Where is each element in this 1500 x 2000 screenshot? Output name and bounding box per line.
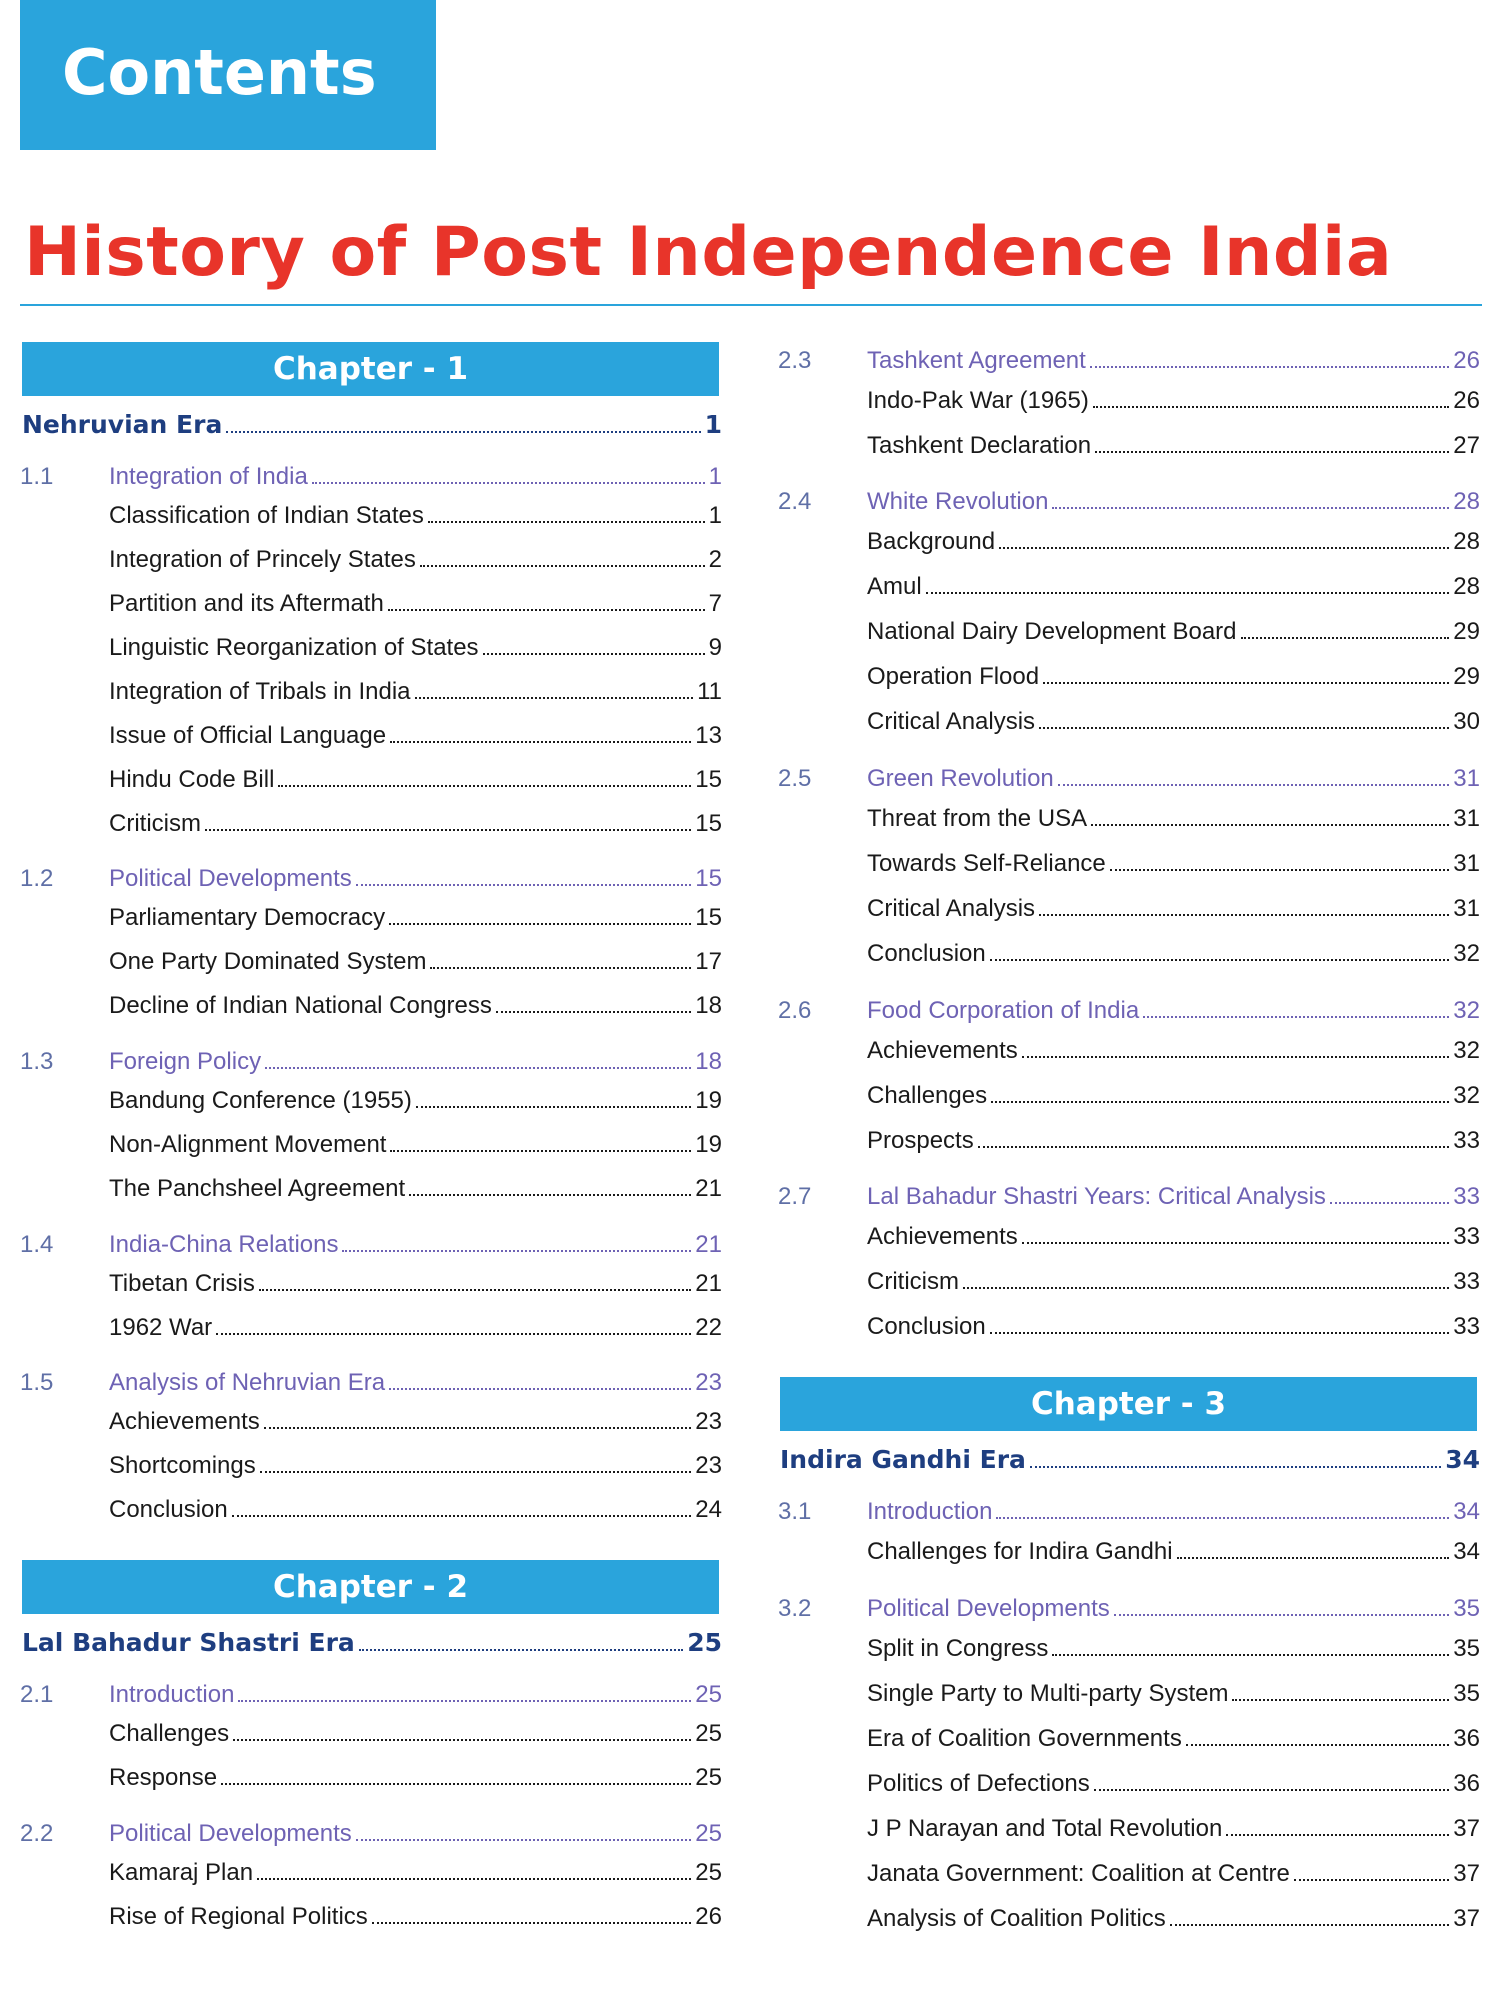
section-title: Food Corporation of India xyxy=(867,997,1140,1024)
item-title: Shortcomings xyxy=(109,1452,256,1479)
leader-dots xyxy=(430,961,691,969)
leader-dots xyxy=(1030,1460,1441,1468)
toc-item[interactable] xyxy=(867,573,1480,607)
item-title: Hindu Code Bill xyxy=(109,766,275,793)
section-title: White Revolution xyxy=(867,488,1049,515)
toc-item[interactable] xyxy=(867,850,1480,884)
item-title: Decline of Indian National Congress xyxy=(109,992,492,1019)
leader-dots xyxy=(388,603,705,611)
item-title: Tibetan Crisis xyxy=(109,1270,255,1297)
section-entry[interactable] xyxy=(20,1369,722,1403)
toc-item[interactable] xyxy=(867,1223,1480,1257)
section-title: Political Developments xyxy=(867,1595,1110,1622)
page-number: 37 xyxy=(1453,1905,1480,1932)
toc-item[interactable] xyxy=(867,528,1480,562)
section-number: 2.5 xyxy=(778,765,812,792)
page-number: 25 xyxy=(695,1764,722,1791)
page-number: 19 xyxy=(695,1131,722,1158)
leader-dots xyxy=(1022,1050,1450,1058)
era-title: Lal Bahadur Shastri Era xyxy=(22,1628,355,1657)
item-title: Towards Self-Reliance xyxy=(867,850,1106,877)
leader-dots xyxy=(1095,445,1449,453)
page-number: 33 xyxy=(1453,1313,1480,1340)
leader-dots xyxy=(1186,1738,1449,1746)
page-number: 35 xyxy=(1453,1595,1480,1622)
section-number: 2.3 xyxy=(778,347,812,374)
section-number: 2.1 xyxy=(20,1681,54,1708)
page-number: 29 xyxy=(1453,618,1480,645)
section-entry[interactable] xyxy=(778,488,1480,522)
page-number: 26 xyxy=(1453,387,1480,414)
leader-dots xyxy=(415,691,694,699)
page-number: 32 xyxy=(1453,997,1480,1024)
section-title: Green Revolution xyxy=(867,765,1054,792)
toc-item[interactable] xyxy=(867,1127,1480,1161)
leader-dots xyxy=(264,1421,692,1429)
leader-dots xyxy=(1090,360,1449,368)
leader-dots xyxy=(1110,863,1450,871)
page-number: 25 xyxy=(687,1628,722,1657)
page-number: 23 xyxy=(695,1452,722,1479)
section-number: 2.7 xyxy=(778,1183,812,1210)
page-number: 36 xyxy=(1453,1725,1480,1752)
toc-item[interactable] xyxy=(867,1860,1480,1894)
page-number: 29 xyxy=(1453,663,1480,690)
item-title: Indo-Pak War (1965) xyxy=(867,387,1089,414)
toc-item[interactable] xyxy=(867,432,1480,466)
page-number: 17 xyxy=(695,948,722,975)
section-title: Integration of India xyxy=(109,463,308,490)
leader-dots xyxy=(1170,1918,1450,1926)
item-title: Criticism xyxy=(867,1268,959,1295)
toc-item[interactable] xyxy=(867,663,1480,697)
page-number: 35 xyxy=(1453,1635,1480,1662)
page-number: 34 xyxy=(1445,1445,1480,1474)
leader-dots xyxy=(1022,1236,1450,1244)
section-title: Foreign Policy xyxy=(109,1048,262,1075)
toc-item[interactable] xyxy=(109,1764,722,1798)
toc-item[interactable] xyxy=(109,1087,722,1121)
item-title: Challenges for Indira Gandhi xyxy=(867,1538,1173,1565)
toc-item[interactable] xyxy=(109,1314,722,1348)
section-entry[interactable] xyxy=(778,1183,1480,1217)
leader-dots xyxy=(420,559,705,567)
leader-dots xyxy=(991,1095,1449,1103)
section-number: 1.4 xyxy=(20,1231,54,1258)
leader-dots xyxy=(312,476,705,484)
page-number: 25 xyxy=(695,1681,722,1708)
toc-item[interactable] xyxy=(867,708,1480,742)
toc-item[interactable] xyxy=(867,1082,1480,1116)
toc-item[interactable] xyxy=(867,1770,1480,1804)
leader-dots xyxy=(1052,1648,1449,1656)
page-number: 15 xyxy=(695,865,722,892)
era-entry[interactable] xyxy=(22,410,722,444)
page-number: 19 xyxy=(695,1087,722,1114)
page-number: 33 xyxy=(1453,1127,1480,1154)
page-number: 23 xyxy=(695,1408,722,1435)
item-title: One Party Dominated System xyxy=(109,948,427,975)
toc-item[interactable] xyxy=(867,1725,1480,1759)
toc-item[interactable] xyxy=(109,634,722,668)
section-title: Introduction xyxy=(109,1681,235,1708)
item-title: Conclusion xyxy=(867,940,986,967)
page-number: 33 xyxy=(1453,1268,1480,1295)
toc-item[interactable] xyxy=(867,805,1480,839)
page-number: 15 xyxy=(695,810,722,837)
title-divider xyxy=(20,304,1482,306)
leader-dots xyxy=(205,823,691,831)
toc-item[interactable] xyxy=(109,766,722,800)
section-entry[interactable] xyxy=(20,463,722,497)
item-title: Achievements xyxy=(109,1408,260,1435)
page-number: 21 xyxy=(695,1231,722,1258)
section-number: 2.2 xyxy=(20,1820,54,1847)
leader-dots xyxy=(1093,400,1449,408)
item-title: Response xyxy=(109,1764,218,1791)
page-number: 21 xyxy=(695,1175,722,1202)
page-number: 31 xyxy=(1453,805,1480,832)
page-number: 25 xyxy=(695,1820,722,1847)
item-title: Criticism xyxy=(109,810,201,837)
page-number: 1 xyxy=(704,410,722,439)
toc-item[interactable] xyxy=(109,1270,722,1304)
item-title: Split in Congress xyxy=(867,1635,1049,1662)
contents-banner: Contents xyxy=(20,0,436,150)
leader-dots xyxy=(1143,1010,1449,1018)
section-entry[interactable] xyxy=(20,1820,722,1854)
section-title: India-China Relations xyxy=(109,1231,339,1258)
item-title: Challenges xyxy=(109,1720,230,1747)
leader-dots xyxy=(226,425,700,433)
leader-dots xyxy=(1039,721,1449,729)
section-title: Political Developments xyxy=(109,1820,352,1847)
chapter-banner: Chapter - 2 xyxy=(22,1560,719,1614)
section-entry[interactable] xyxy=(778,765,1480,799)
section-title: Tashkent Agreement xyxy=(867,347,1086,374)
page-number: 27 xyxy=(1453,432,1480,459)
page-number: 15 xyxy=(695,766,722,793)
item-title: Achievements xyxy=(867,1037,1018,1064)
leader-dots xyxy=(356,1833,692,1841)
page-number: 1 xyxy=(708,463,722,490)
leader-dots xyxy=(232,1509,692,1517)
toc-item[interactable] xyxy=(109,1131,722,1165)
leader-dots xyxy=(990,1326,1450,1334)
toc-item[interactable] xyxy=(109,590,722,624)
toc-item[interactable] xyxy=(109,1859,722,1893)
page-title: History of Post Independence India xyxy=(24,213,1393,292)
leader-dots xyxy=(963,1281,1449,1289)
item-title: Critical Analysis xyxy=(867,708,1036,735)
section-number: 2.4 xyxy=(778,488,812,515)
page-number: 32 xyxy=(1453,940,1480,967)
leader-dots xyxy=(1226,1828,1449,1836)
item-title: Analysis of Coalition Politics xyxy=(867,1905,1166,1932)
page-number: 32 xyxy=(1453,1037,1480,1064)
leader-dots xyxy=(1094,1783,1450,1791)
page-number: 1 xyxy=(708,502,722,529)
leader-dots xyxy=(1091,818,1449,826)
item-title: Classification of Indian States xyxy=(109,502,424,529)
toc-item[interactable] xyxy=(867,1635,1480,1669)
leader-dots xyxy=(1039,908,1449,916)
page-number: 33 xyxy=(1453,1183,1480,1210)
toc-item[interactable] xyxy=(867,1680,1480,1714)
leader-dots xyxy=(1232,1693,1449,1701)
page-number: 36 xyxy=(1453,1770,1480,1797)
leader-dots xyxy=(238,1694,691,1702)
item-title: Conclusion xyxy=(867,1313,986,1340)
toc-item[interactable] xyxy=(109,1175,722,1209)
toc-item[interactable] xyxy=(109,810,722,844)
leader-dots xyxy=(483,647,705,655)
toc-item[interactable] xyxy=(109,1408,722,1442)
section-title: Analysis of Nehruvian Era xyxy=(109,1369,386,1396)
item-title: Prospects xyxy=(867,1127,974,1154)
item-title: Critical Analysis xyxy=(867,895,1036,922)
toc-item[interactable] xyxy=(109,1496,722,1530)
leader-dots xyxy=(221,1777,691,1785)
page-number: 28 xyxy=(1453,488,1480,515)
item-title: Issue of Official Language xyxy=(109,722,387,749)
leader-dots xyxy=(926,586,1450,594)
item-title: Background xyxy=(867,528,996,555)
section-entry[interactable] xyxy=(20,1231,722,1265)
section-number: 1.3 xyxy=(20,1048,54,1075)
item-title: Partition and its Aftermath xyxy=(109,590,384,617)
toc-item[interactable] xyxy=(867,1313,1480,1347)
leader-dots xyxy=(390,1144,691,1152)
leader-dots xyxy=(1052,501,1449,509)
page-number: 31 xyxy=(1453,895,1480,922)
item-title: The Panchsheel Agreement xyxy=(109,1175,406,1202)
toc-item[interactable] xyxy=(867,618,1480,652)
toc-item[interactable] xyxy=(109,546,722,580)
page-number: 32 xyxy=(1453,1082,1480,1109)
toc-item[interactable] xyxy=(109,992,722,1026)
page-number: 26 xyxy=(1453,347,1480,374)
leader-dots xyxy=(1294,1873,1449,1881)
toc-item[interactable] xyxy=(109,502,722,536)
leader-dots xyxy=(389,1382,691,1390)
leader-dots xyxy=(996,1511,1449,1519)
item-title: Challenges xyxy=(867,1082,988,1109)
chapter-banner: Chapter - 1 xyxy=(22,342,719,396)
section-number: 1.2 xyxy=(20,865,54,892)
leader-dots xyxy=(1043,676,1449,684)
item-title: Janata Government: Coalition at Centre xyxy=(867,1860,1290,1887)
item-title: Threat from the USA xyxy=(867,805,1088,832)
item-title: Politics of Defections xyxy=(867,1770,1090,1797)
leader-dots xyxy=(390,735,691,743)
page-number: 2 xyxy=(708,546,722,573)
leader-dots xyxy=(257,1872,691,1880)
section-title: Introduction xyxy=(867,1498,993,1525)
leader-dots xyxy=(216,1327,691,1335)
leader-dots xyxy=(428,515,705,523)
section-entry[interactable] xyxy=(20,1681,722,1715)
toc-item[interactable] xyxy=(109,1452,722,1486)
section-entry[interactable] xyxy=(778,997,1480,1031)
toc-item[interactable] xyxy=(109,948,722,982)
toc-item[interactable] xyxy=(109,678,722,712)
page-number: 34 xyxy=(1453,1538,1480,1565)
leader-dots xyxy=(356,878,692,886)
item-title: Bandung Conference (1955) xyxy=(109,1087,412,1114)
item-title: J P Narayan and Total Revolution xyxy=(867,1815,1223,1842)
toc-item[interactable] xyxy=(109,1903,722,1937)
page-number: 15 xyxy=(695,904,722,931)
item-title: Rise of Regional Politics xyxy=(109,1903,368,1930)
toc-item[interactable] xyxy=(867,1905,1480,1939)
era-title: Nehruvian Era xyxy=(22,410,223,439)
page-number: 28 xyxy=(1453,573,1480,600)
page-number: 9 xyxy=(708,634,722,661)
page-number: 21 xyxy=(695,1270,722,1297)
leader-dots xyxy=(1114,1608,1450,1616)
toc-item[interactable] xyxy=(109,722,722,756)
section-entry[interactable] xyxy=(778,347,1480,381)
chapter-banner: Chapter - 3 xyxy=(780,1377,1477,1431)
item-title: Single Party to Multi-party System xyxy=(867,1680,1229,1707)
page-number: 26 xyxy=(695,1903,722,1930)
page-number: 28 xyxy=(1453,528,1480,555)
leader-dots xyxy=(496,1005,691,1013)
toc-item[interactable] xyxy=(867,387,1480,421)
section-entry[interactable] xyxy=(20,1048,722,1082)
section-title: Lal Bahadur Shastri Years: Critical Analysis xyxy=(867,1183,1326,1210)
item-title: 1962 War xyxy=(109,1314,213,1341)
leader-dots xyxy=(259,1283,691,1291)
leader-dots xyxy=(409,1188,691,1196)
page-number: 34 xyxy=(1453,1498,1480,1525)
section-number: 1.1 xyxy=(20,463,54,490)
item-title: Tashkent Declaration xyxy=(867,432,1092,459)
era-entry[interactable] xyxy=(22,1628,722,1662)
leader-dots xyxy=(999,541,1449,549)
page-number: 7 xyxy=(708,590,722,617)
toc-item[interactable] xyxy=(867,895,1480,929)
item-title: Achievements xyxy=(867,1223,1018,1250)
toc-item[interactable] xyxy=(867,1268,1480,1302)
item-title: Non-Alignment Movement xyxy=(109,1131,387,1158)
section-title: Political Developments xyxy=(109,865,352,892)
leader-dots xyxy=(1330,1196,1449,1204)
item-title: Integration of Princely States xyxy=(109,546,416,573)
page-number: 11 xyxy=(697,678,722,705)
item-title: National Dairy Development Board xyxy=(867,618,1237,645)
item-title: Era of Coalition Governments xyxy=(867,1725,1182,1752)
leader-dots xyxy=(1058,778,1450,786)
era-entry[interactable] xyxy=(780,1445,1480,1479)
page-number: 18 xyxy=(695,1048,722,1075)
item-title: Operation Flood xyxy=(867,663,1040,690)
leader-dots xyxy=(278,779,691,787)
leader-dots xyxy=(233,1733,691,1741)
toc-item[interactable] xyxy=(109,1720,722,1754)
page-number: 37 xyxy=(1453,1815,1480,1842)
section-number: 3.2 xyxy=(778,1595,812,1622)
page-number: 35 xyxy=(1453,1680,1480,1707)
section-entry[interactable] xyxy=(778,1595,1480,1629)
page-number: 23 xyxy=(695,1369,722,1396)
toc-item[interactable] xyxy=(867,1538,1480,1572)
section-number: 3.1 xyxy=(778,1498,812,1525)
page-number: 18 xyxy=(695,992,722,1019)
section-number: 2.6 xyxy=(778,997,812,1024)
page-number: 30 xyxy=(1453,708,1480,735)
leader-dots xyxy=(359,1643,683,1651)
page-number: 37 xyxy=(1453,1860,1480,1887)
leader-dots xyxy=(260,1465,692,1473)
item-title: Integration of Tribals in India xyxy=(109,678,411,705)
page-number: 25 xyxy=(695,1859,722,1886)
page-number: 13 xyxy=(695,722,722,749)
leader-dots xyxy=(990,953,1450,961)
item-title: Parliamentary Democracy xyxy=(109,904,386,931)
leader-dots xyxy=(1241,631,1450,639)
leader-dots xyxy=(416,1100,691,1108)
item-title: Linguistic Reorganization of States xyxy=(109,634,479,661)
toc-item[interactable] xyxy=(109,904,722,938)
toc-item[interactable] xyxy=(867,1815,1480,1849)
era-title: Indira Gandhi Era xyxy=(780,1445,1026,1474)
page-number: 33 xyxy=(1453,1223,1480,1250)
leader-dots xyxy=(978,1140,1450,1148)
section-entry[interactable] xyxy=(778,1498,1480,1532)
toc-item[interactable] xyxy=(867,1037,1480,1071)
leader-dots xyxy=(372,1916,692,1924)
page-number: 22 xyxy=(695,1314,722,1341)
section-number: 1.5 xyxy=(20,1369,54,1396)
leader-dots xyxy=(342,1244,691,1252)
item-title: Amul xyxy=(867,573,922,600)
toc-item[interactable] xyxy=(867,940,1480,974)
section-entry[interactable] xyxy=(20,865,722,899)
item-title: Kamaraj Plan xyxy=(109,1859,254,1886)
leader-dots xyxy=(265,1061,691,1069)
page-number: 31 xyxy=(1453,765,1480,792)
page-number: 31 xyxy=(1453,850,1480,877)
page-number: 24 xyxy=(695,1496,722,1523)
item-title: Conclusion xyxy=(109,1496,228,1523)
leader-dots xyxy=(389,917,691,925)
page-number: 25 xyxy=(695,1720,722,1747)
leader-dots xyxy=(1177,1551,1450,1559)
